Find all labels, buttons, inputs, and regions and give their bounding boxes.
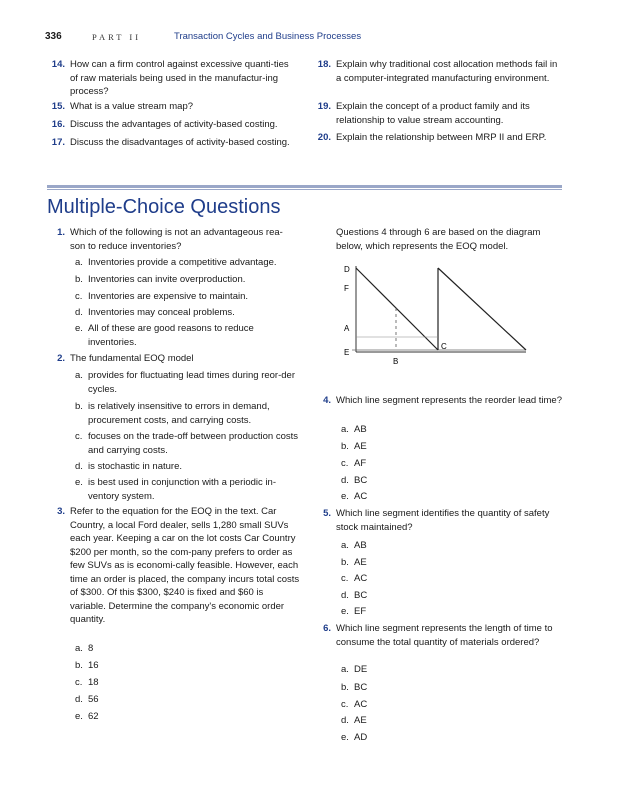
label-b: B: [393, 357, 399, 366]
option-letter: a.: [341, 664, 349, 675]
option-text: BC: [354, 682, 368, 693]
label-c: C: [441, 342, 447, 351]
option-letter: c.: [75, 291, 83, 302]
review-question: [317, 58, 562, 85]
question-text: Which line segment represents the length of time to consume the total quantity of materials ordered?: [336, 623, 553, 648]
option-letter: b.: [341, 441, 349, 452]
option-letter: d.: [341, 715, 349, 726]
option-letter: b.: [341, 682, 349, 693]
section-title: Multiple-Choice Questions: [47, 196, 281, 218]
question-text: Discuss the disadvantages of activity-based costing.: [70, 137, 290, 148]
usage-line-2: [438, 268, 526, 350]
question-number: 17.: [51, 137, 65, 148]
option: [75, 659, 148, 673]
option: [341, 572, 414, 586]
option: [75, 369, 300, 396]
eoq-diagram: [330, 258, 540, 370]
option-text: is relatively insensitive to errors in demand, procurement costs, and carrying costs.: [88, 401, 270, 426]
running-title: Transaction Cycles and Business Processes: [174, 31, 362, 42]
usage-line-1: [356, 268, 438, 350]
option-letter: a.: [75, 257, 83, 268]
mc-question-1: [57, 226, 298, 253]
question-number: 18.: [317, 59, 331, 70]
option: [75, 322, 284, 349]
page-number: 336: [45, 31, 62, 42]
option: [341, 681, 414, 695]
review-question: [317, 131, 562, 145]
option: [341, 556, 414, 570]
option: [341, 605, 414, 619]
option: [341, 423, 414, 437]
option-letter: d.: [341, 590, 349, 601]
option: [75, 460, 300, 474]
option-text: focuses on the trade-off between production costs and carrying costs.: [88, 431, 299, 456]
question-number: 6.: [323, 623, 331, 634]
option-text: BC: [354, 475, 368, 486]
option-text: AB: [354, 540, 367, 551]
option-letter: c.: [75, 431, 83, 442]
option: [75, 430, 300, 457]
review-question: [51, 58, 298, 99]
section-divider-thin: [47, 189, 562, 190]
option-letter: b.: [75, 660, 83, 671]
option-text: AC: [354, 573, 368, 584]
option: [341, 474, 414, 488]
option-letter: e.: [75, 477, 83, 488]
question-number: 15.: [51, 101, 65, 112]
option-text: AD: [354, 732, 368, 743]
option-letter: e.: [341, 491, 349, 502]
option: [75, 710, 148, 724]
mc-question-2: [57, 352, 298, 366]
option-letter: a.: [75, 370, 83, 381]
question-text: Refer to the equation for the EOQ in the text. Car Country, a local Ford dealer, sells 1,280 small SUVs each year. Keeping a car on the lot costs Car Country $200 per month, so the com-pany prefers to order as few SUVs as is economi-cally feasible. However, each time an order is placed, the company incurs total costs of $300. Of this $300, $240 is fixed and $60 is variable. Determine the company's economic order quantity.: [70, 506, 300, 625]
option-letter: b.: [75, 274, 83, 285]
option-letter: a.: [341, 424, 349, 435]
option-text: is stochastic in nature.: [88, 461, 182, 472]
question-text: Which line segment identifies the quantity of safety stock maintained?: [336, 508, 550, 533]
option-text: Inventories may conceal problems.: [88, 307, 235, 318]
question-number: 5.: [323, 508, 331, 519]
option-letter: a.: [341, 540, 349, 551]
option: [75, 693, 148, 707]
option-letter: e.: [75, 711, 83, 722]
mc-question-5: [323, 507, 566, 534]
option: [341, 440, 414, 454]
question-text: What is a value stream map?: [70, 101, 194, 112]
option: [75, 306, 298, 320]
option-text: DE: [354, 664, 368, 675]
option-text: AE: [354, 557, 367, 568]
option-text: AC: [354, 699, 368, 710]
option-letter: c.: [341, 458, 349, 469]
option-text: Inventories can invite overproduction.: [88, 274, 246, 285]
question-number: 3.: [57, 506, 65, 517]
option-text: 18: [88, 677, 99, 688]
option-letter: a.: [75, 643, 83, 654]
option-letter: e.: [341, 732, 349, 743]
option-letter: e.: [341, 606, 349, 617]
label-d: D: [344, 265, 350, 274]
option: [75, 256, 298, 270]
option: [341, 490, 414, 504]
option: [341, 731, 414, 745]
option-letter: c.: [75, 677, 83, 688]
question-text: How can a firm control against excessive quanti-ties of raw materials being used in the manufactur-ing process?: [70, 59, 289, 97]
option: [341, 663, 414, 677]
label-a: A: [344, 324, 350, 333]
question-number: 16.: [51, 119, 65, 130]
option-letter: e.: [75, 323, 83, 334]
option-letter: b.: [75, 401, 83, 412]
question-number: 4.: [323, 395, 331, 406]
option-letter: c.: [341, 573, 349, 584]
option: [75, 273, 298, 287]
option-text: 8: [88, 643, 94, 654]
diagram-caption: [336, 226, 562, 253]
option: [75, 676, 148, 690]
label-f: F: [344, 284, 349, 293]
question-number: 20.: [317, 132, 331, 143]
option-text: provides for fluctuating lead times during reor-der cycles.: [88, 370, 295, 395]
question-text: Discuss the advantages of activity-based costing.: [70, 119, 278, 130]
option-letter: d.: [75, 307, 83, 318]
review-question: [317, 100, 562, 127]
option-letter: d.: [75, 461, 83, 472]
part-label: PART II: [92, 32, 142, 42]
option-text: Inventories are expensive to maintain.: [88, 291, 249, 302]
question-text: Which line segment represents the reorder lead time?: [336, 395, 563, 406]
option: [75, 642, 148, 656]
mc-question-3: [57, 505, 300, 627]
review-question: [51, 136, 302, 150]
option: [75, 400, 300, 427]
option-text: EF: [354, 606, 367, 617]
option: [341, 698, 414, 712]
question-text: Which of the following is not an advantageous rea-son to reduce inventories?: [70, 227, 283, 252]
review-question: [51, 100, 298, 114]
question-text: Explain the concept of a product family and its relationship to value stream accounting.: [336, 101, 530, 126]
section-divider: [47, 185, 562, 188]
option-text: 62: [88, 711, 99, 722]
question-number: 14.: [51, 59, 65, 70]
mc-question-6: [323, 622, 554, 649]
mc-question-4: [323, 394, 563, 408]
option-text: 56: [88, 694, 99, 705]
caption-text: Questions 4 through 6 are based on the diagram below, which represents the EOQ model.: [336, 227, 541, 252]
option-letter: d.: [75, 694, 83, 705]
option-text: 16: [88, 660, 99, 671]
option: [341, 589, 414, 603]
option-text: AE: [354, 441, 367, 452]
question-text: The fundamental EOQ model: [70, 353, 194, 364]
option: [75, 476, 300, 503]
option-letter: b.: [341, 557, 349, 568]
question-text: Explain why traditional cost allocation methods fail in a computer-integrated manufacturing environment.: [336, 59, 558, 84]
option: [341, 457, 414, 471]
question-number: 1.: [57, 227, 65, 238]
option-text: BC: [354, 590, 368, 601]
option-text: is best used in conjunction with a periodic in-ventory system.: [88, 477, 276, 502]
option-text: AB: [354, 424, 367, 435]
option: [75, 290, 298, 304]
label-e: E: [344, 348, 350, 357]
option-text: AC: [354, 491, 368, 502]
option-text: AF: [354, 458, 367, 469]
option-letter: d.: [341, 475, 349, 486]
option-text: Inventories provide a competitive advantage.: [88, 257, 277, 268]
option: [341, 539, 414, 553]
review-question: [51, 118, 298, 132]
option-text: All of these are good reasons to reduce inventories.: [88, 323, 254, 348]
question-text: Explain the relationship between MRP II and ERP.: [336, 132, 547, 143]
option-letter: c.: [341, 699, 349, 710]
option: [341, 714, 414, 728]
question-number: 2.: [57, 353, 65, 364]
question-number: 19.: [317, 101, 331, 112]
option-text: AE: [354, 715, 367, 726]
